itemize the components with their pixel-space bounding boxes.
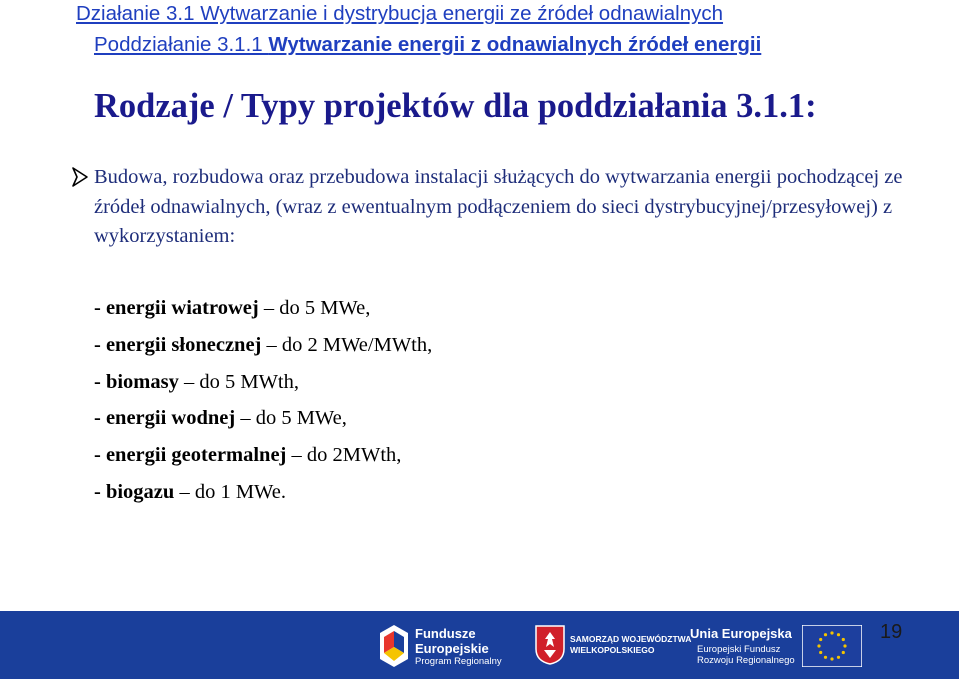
header-line-1	[76, 0, 723, 27]
fe-line-3: Program Regionalny	[415, 656, 502, 667]
sw-line-2: WIELKOPOLSKIEGO	[570, 645, 655, 655]
item-value: – do 2MWth,	[286, 444, 402, 467]
item-label: - energii wodnej	[94, 407, 236, 430]
item-label: - biomasy	[94, 370, 179, 393]
list-item	[94, 327, 432, 364]
list-item	[94, 400, 432, 437]
page-title: Rodzaje / Typy projektów dla poddziałania 3.1.1:	[94, 87, 817, 125]
fe-line-1: Fundusze	[415, 626, 476, 641]
list-item	[94, 364, 432, 401]
item-value: – do 5 MWe,	[258, 297, 371, 319]
energy-source-list	[94, 290, 432, 511]
list-item	[94, 474, 432, 511]
sw-logo-text	[570, 634, 691, 656]
item-label: - energii wiatrowej	[94, 297, 259, 319]
item-value: – do 5 MWe,	[235, 407, 347, 430]
header-subaction-prefix: Poddziałanie 3.1.1	[94, 33, 269, 56]
header-line-2	[94, 31, 761, 58]
fe-line-2: Europejskie	[415, 641, 489, 656]
list-item	[94, 290, 432, 327]
item-label: - energii słonecznej	[94, 333, 262, 356]
item-value: – do 2 MWe/MWth,	[261, 333, 433, 356]
header-action-link[interactable]: Działanie 3.1 Wytwarzanie i dystrybucja energii ze źródeł odnawialnych	[76, 2, 724, 25]
ue-line-3: Rozwoju Regionalnego	[697, 655, 795, 666]
eu-flag-icon	[802, 625, 862, 667]
item-label: - biogazu	[94, 480, 175, 503]
ue-line-1: Unia Europejska	[690, 626, 792, 641]
voivodeship-crest-icon	[535, 625, 565, 665]
european-funds-logo-icon	[378, 623, 410, 669]
ue-fund-text	[697, 644, 795, 666]
sw-line-1: SAMORZĄD WOJEWÓDZTWA	[570, 634, 692, 644]
page-number: 19	[880, 621, 903, 643]
fe-logo-text	[415, 626, 489, 656]
item-value: – do 1 MWe.	[174, 480, 286, 503]
list-item	[94, 437, 432, 474]
item-label: - energii geotermalnej	[94, 444, 287, 467]
item-value: – do 5 MWth,	[178, 370, 300, 393]
ue-line-2: Europejski Fundusz	[697, 644, 781, 655]
header-subaction-link[interactable]: Wytwarzanie energii z odnawialnych źródeł energii	[268, 33, 762, 56]
intro-paragraph: Budowa, rozbudowa oraz przebudowa instalacji służących do wytwarzania energii pochodzącej ze źródeł odnawialnych, (wraz z ewentualnym podłączeniem do sieci dystrybucyjnej/przesyłowej) z wykorzystaniem:	[94, 166, 903, 247]
